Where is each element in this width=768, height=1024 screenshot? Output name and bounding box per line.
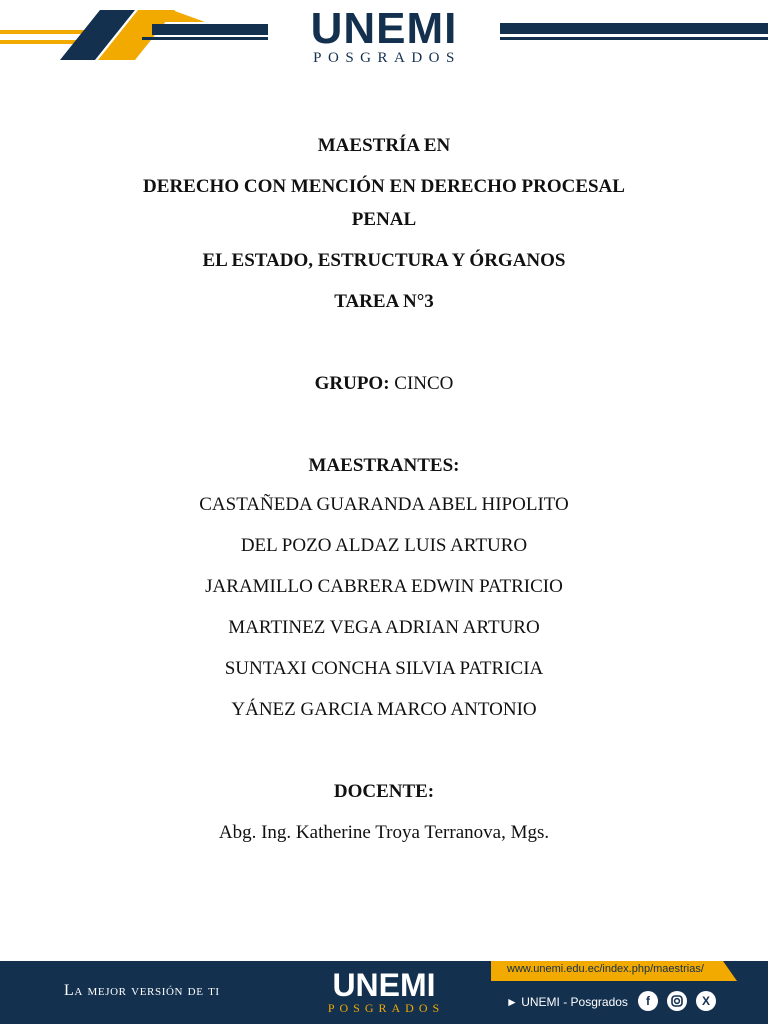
logo-main-text: UNEMI: [310, 4, 458, 53]
group-line: [0, 373, 768, 395]
page-header: [0, 0, 768, 80]
logo-sub-text: POSGRADOS: [313, 50, 461, 66]
footer-url-link[interactable]: www.unemi.edu.ec/index.php/maestrias/: [507, 963, 704, 975]
teacher-label: DOCENTE:: [333, 781, 435, 802]
group-value: CINCO: [394, 373, 454, 394]
footer-logo-sub: POSGRADOS: [327, 1001, 445, 1015]
group-label: GRUPO:: [314, 373, 390, 394]
student-name: YÁNEZ GARCIA MARCO ANTONIO: [231, 699, 537, 720]
student-name: DEL POZO ALDAZ LUIS ARTURO: [240, 535, 528, 556]
student-name: JARAMILLO CABRERA EDWIN PATRICIO: [205, 576, 563, 597]
footer-social-text[interactable]: ► UNEMI - Posgrados: [506, 995, 628, 1009]
students-label: MAESTRANTES:: [308, 455, 460, 476]
program-line-1: MAESTRÍA EN: [317, 135, 451, 156]
footer-url-bar: [491, 961, 768, 981]
instagram-icon[interactable]: [667, 991, 687, 1011]
footer-slogan: La mejor versión de ti: [64, 982, 220, 999]
assignment-title: TAREA N°3: [334, 291, 434, 312]
page-footer: [0, 961, 768, 1024]
footer-unemi-logo: [318, 969, 450, 1015]
student-name: CASTAÑEDA GUARANDA ABEL HIPOLITO: [199, 494, 569, 515]
student-name: MARTINEZ VEGA ADRIAN ARTURO: [228, 617, 540, 638]
facebook-icon[interactable]: f: [638, 991, 658, 1011]
program-line-3: PENAL: [351, 209, 417, 230]
course-title: EL ESTADO, ESTRUCTURA Y ÓRGANOS: [202, 250, 566, 271]
x-icon[interactable]: X: [696, 991, 716, 1011]
footer-logo-main: UNEMI: [332, 967, 436, 1003]
student-name: SUNTAXI CONCHA SILVIA PATRICIA: [224, 658, 544, 679]
teacher-name: Abg. Ing. Katherine Troya Terranova, Mgs.: [218, 822, 550, 843]
unemi-logo: [284, 6, 484, 66]
program-line-2: DERECHO CON MENCIÓN EN DERECHO PROCESAL: [143, 176, 625, 197]
